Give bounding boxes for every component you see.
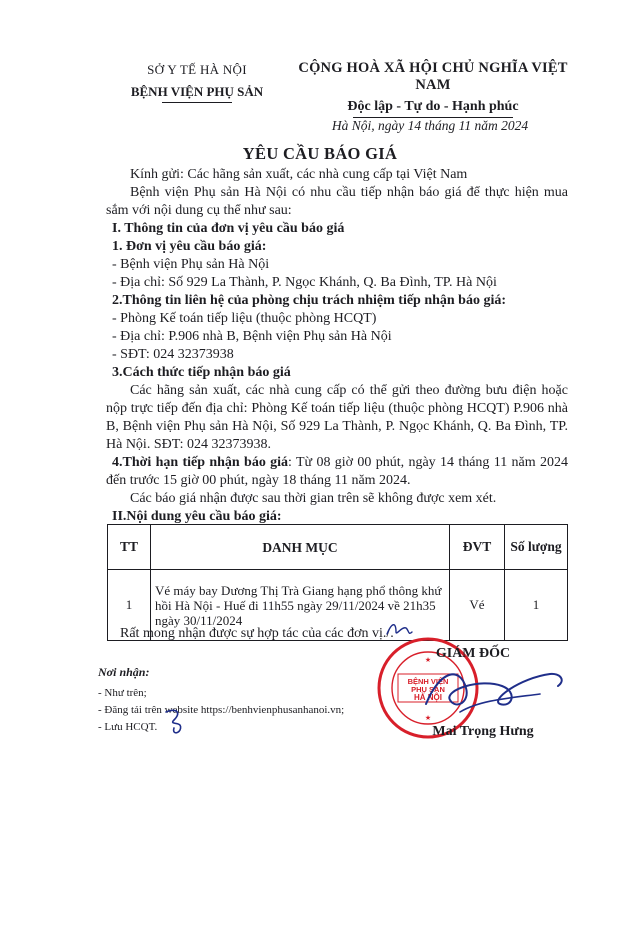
greeting: Kính gửi: Các hãng sản xuất, các nhà cung cấp tại Việt Nam	[130, 167, 468, 182]
cell-tt: 1	[108, 570, 151, 641]
document-title: YÊU CẦU BÁO GIÁ	[242, 144, 398, 163]
director-signature-icon	[420, 660, 570, 720]
recipient-item: - Đăng tải trên website https://benhvienphusanhanoi.vn;	[98, 704, 345, 716]
recipients-heading: Nơi nhận:	[98, 665, 150, 679]
svg-text:HÀ NỘI: HÀ NỘI	[414, 693, 442, 702]
cell-so-luong: 1	[505, 570, 568, 641]
col-header-danh-muc: DANH MỤC	[151, 525, 450, 570]
hospital-name: BỆNH VIỆN PHỤ SẢN	[130, 84, 264, 99]
initial-mark-icon	[384, 618, 414, 640]
svg-text:PHỤ SẢN: PHỤ SẢN	[411, 685, 445, 694]
nation-header	[288, 60, 578, 118]
section-1-item-a: - Bệnh viện Phụ sản Hà Nội	[112, 257, 270, 272]
section-ii-heading: II.Nội dung yêu cầu báo giá:	[112, 509, 282, 524]
quotation-items-table	[107, 524, 568, 641]
section-4-note: Các báo giá nhận được sau thời gian trên sẽ không được xem xét.	[130, 491, 497, 506]
section-3-heading: 3.Cách thức tiếp nhận báo giá	[112, 365, 291, 380]
section-i-heading: I. Thông tin của đơn vị yêu cầu báo giá	[112, 221, 345, 236]
signatory-name: Mai Trọng Hưng	[432, 724, 534, 739]
table-header-row	[108, 525, 568, 570]
section-3-text: Các hãng sản xuất, các nhà cung cấp có thể gửi theo đường bưu điện hoặc nộp trực tiếp đến địa chỉ: Phòng Kế toán tiếp liệu (thuộc phòng HCQT) P.906 nhà B, Bệnh viện Phụ sản Hà Nội, Số 929 La Thành, P. Ngọc Khánh, Q. Ba Đình, TP. Hà Nội. SĐT: 024 32373938.	[106, 383, 568, 452]
section-2-item-c: - SĐT: 024 32373938	[112, 347, 234, 362]
signatory-title: GIÁM ĐỐC	[435, 646, 511, 661]
recipients-block	[98, 664, 344, 736]
date-line: Hà Nội, ngày 14 tháng 11 năm 2024	[331, 118, 529, 133]
section-1-item-b: - Địa chỉ: Số 929 La Thành, P. Ngọc Khánh, Q. Ba Đình, TP. Hà Nội	[112, 275, 497, 290]
section-2-heading: 2.Thông tin liên hệ của phòng chịu trách nhiệm tiếp nhận báo giá:	[112, 293, 507, 308]
cell-danh-muc: Vé máy bay Dương Thị Trà Giang hạng phổ thông khứ hồi Hà Nội - Huế đi 11h55 ngày 29/11/2024 về 21h35 ngày 30/11/2024	[151, 570, 450, 641]
svg-text:★: ★	[424, 657, 432, 664]
document-body	[106, 166, 568, 526]
recipient-item: - Lưu HCQT.	[98, 721, 158, 733]
svg-text:BỆNH VIỆN: BỆNH VIỆN	[407, 677, 449, 686]
closing-line: Rất mong nhận được sự hợp tác của các đơn vị./.	[120, 626, 394, 641]
recipient-item: - Như trên;	[98, 687, 147, 699]
ministry-name: SỞ Y TẾ HÀ NỘI	[147, 62, 247, 77]
section-4-label: 4.Thời hạn tiếp nhận báo giá	[112, 455, 289, 470]
svg-text:★: ★	[424, 715, 432, 722]
section-4-paragraph	[106, 454, 568, 490]
header-underline	[162, 102, 232, 103]
intro-paragraph: Bệnh viện Phụ sản Hà Nội có nhu cầu tiếp nhận báo giá để thực hiện mua sắm với nội dung cụ thể như sau:	[106, 185, 568, 218]
col-header-tt: TT	[108, 525, 151, 570]
national-motto: Độc lập - Tự do - Hạnh phúc	[347, 99, 519, 114]
cell-dvt: Vé	[450, 570, 505, 641]
col-header-so-luong: Số lượng	[505, 525, 568, 570]
section-4-text: : Từ 08 giờ 00 phút, ngày 14 tháng 11 năm 2024 đến trước 15 giờ 00 phút, ngày 18 tháng 11 năm 2024.	[106, 455, 568, 488]
section-2-item-b: - Địa chỉ: P.906 nhà B, Bệnh viện Phụ sản Hà Nội	[112, 329, 392, 344]
issuer-header	[108, 62, 286, 103]
initial-mark-icon	[162, 706, 190, 736]
col-header-dvt: ĐVT	[450, 525, 505, 570]
section-1-heading: 1. Đơn vị yêu cầu báo giá:	[112, 239, 267, 254]
nation-name: CỘNG HOÀ XÃ HỘI CHỦ NGHĨA VIỆT NAM	[298, 60, 568, 93]
section-2-item-a: - Phòng Kế toán tiếp liệu (thuộc phòng HCQT)	[112, 311, 377, 326]
